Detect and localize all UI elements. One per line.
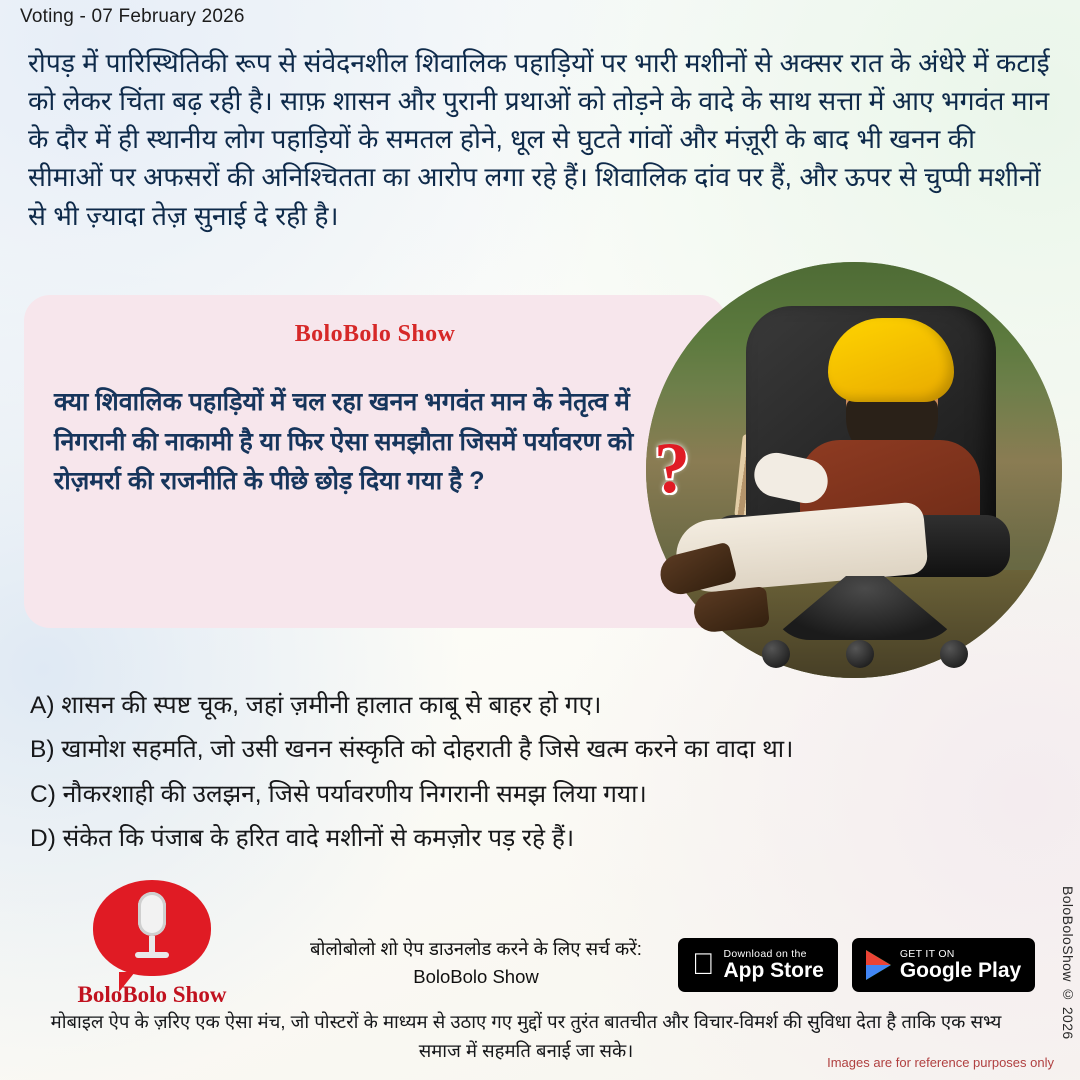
- copyright-label: BoloBoloShow © 2026: [1060, 886, 1076, 1040]
- speech-bubble-icon: [93, 880, 211, 976]
- intro-paragraph: रोपड़ में पारिस्थितिकी रूप से संवेदनशील शिवालिक पहाड़ियों पर भारी मशीनों से अक्सर रात के अंधेरे में कटाई को लेकर चिंता बढ़ रही है। साफ़ शासन और पुरानी प्रथाओं को तोड़ने के वादे के साथ सत्ता में आए भगवंत मान के दौर में ही स्थानीय लोग पहाड़ियों के समतल होने, धूल से घुटते गांवों और मंज़ूरी के बाद भी खनन की सीमाओं पर अफसरों की अनिश्चितता का आरोप लगा रहे हैं। शिवालिक दांव पर हैं, और ऊपर से चुप्पी मशीनों से भी ज़्यादा तेज़ सुनाई दे रही है।: [28, 48, 1050, 231]
- footer-brand-label: BoloBolo Show: [77, 982, 227, 1007]
- google-play-logo-icon: [866, 950, 891, 980]
- download-instructions-line2: BoloBolo Show: [413, 965, 539, 987]
- question-mark-icon: ?: [654, 427, 690, 508]
- footer-logo: [60, 880, 244, 1008]
- reference-note: Images are for reference purposes only: [827, 1055, 1054, 1070]
- poll-question-text: क्या शिवालिक पहाड़ियों में चल रहा खनन भगवंत मान के नेतृत्व में निगरानी की नाकामी है या फिर ऐसा समझौता जिसमें पर्यावरण को रोज़मर्रा की राजनीति के पीछे छोड़ दिया गया है ?: [54, 388, 634, 495]
- option-d[interactable]: D) संकेत कि पंजाब के हरित वादे मशीनों से कमज़ोर पड़ रहे हैं।: [30, 825, 575, 853]
- option-b[interactable]: B) खामोश सहमति, जो उसी खनन संस्कृति को दोहराती है जिसे खत्म करने का वादा था।: [30, 736, 794, 764]
- google-play-badge[interactable]: [852, 938, 1035, 992]
- apple-logo-icon: [692, 950, 715, 980]
- chair-wheel-center: [846, 640, 874, 668]
- chair-wheel-right: [940, 640, 968, 668]
- question-card: [24, 295, 726, 628]
- microphone-base-icon: [135, 952, 169, 958]
- download-instructions: [290, 935, 662, 991]
- illustration-sleeping-politician: [650, 300, 1060, 680]
- app-store-badge[interactable]: [678, 938, 838, 992]
- turban-icon: [828, 318, 954, 402]
- card-brand-label: BoloBolo Show: [294, 321, 456, 347]
- google-play-badge-large: Google Play: [877, 958, 999, 982]
- voting-date-label: Voting - 07 February 2026: [20, 6, 245, 27]
- store-badges: [678, 938, 1035, 992]
- microphone-icon: [138, 892, 166, 936]
- app-store-badge-large: App Store: [701, 958, 802, 982]
- download-instructions-line1: बोलोबोलो शो ऐप डाउनलोड करने के लिए सर्च करें:: [310, 938, 642, 959]
- option-c[interactable]: C) नौकरशाही की उलझन, जिसे पर्यावरणीय निगरानी समझ लिया गया।: [30, 780, 647, 808]
- option-a[interactable]: A) शासन की स्पष्ट चूक, जहां ज़मीनी हालात काबू से बाहर हो गए।: [30, 692, 602, 719]
- footer-tagline: मोबाइल ऐप के ज़रिए एक ऐसा मंच, जो पोस्टरों के माध्यम से उठाए गए मुद्दों पर तुरंत बातचीत और विचार-विमर्श की सुविधा देता है ताकि एक सभ्य समाज में सहमति बनाई जा सके।: [50, 1011, 1002, 1061]
- person-shoe-right: [692, 586, 770, 634]
- google-play-badge-small: GET IT ON: [877, 947, 933, 960]
- app-store-badge-small: Download on the: [701, 947, 785, 960]
- options-list: [30, 690, 1050, 867]
- office-chair-base: [770, 576, 960, 640]
- chair-wheel-left: [762, 640, 790, 668]
